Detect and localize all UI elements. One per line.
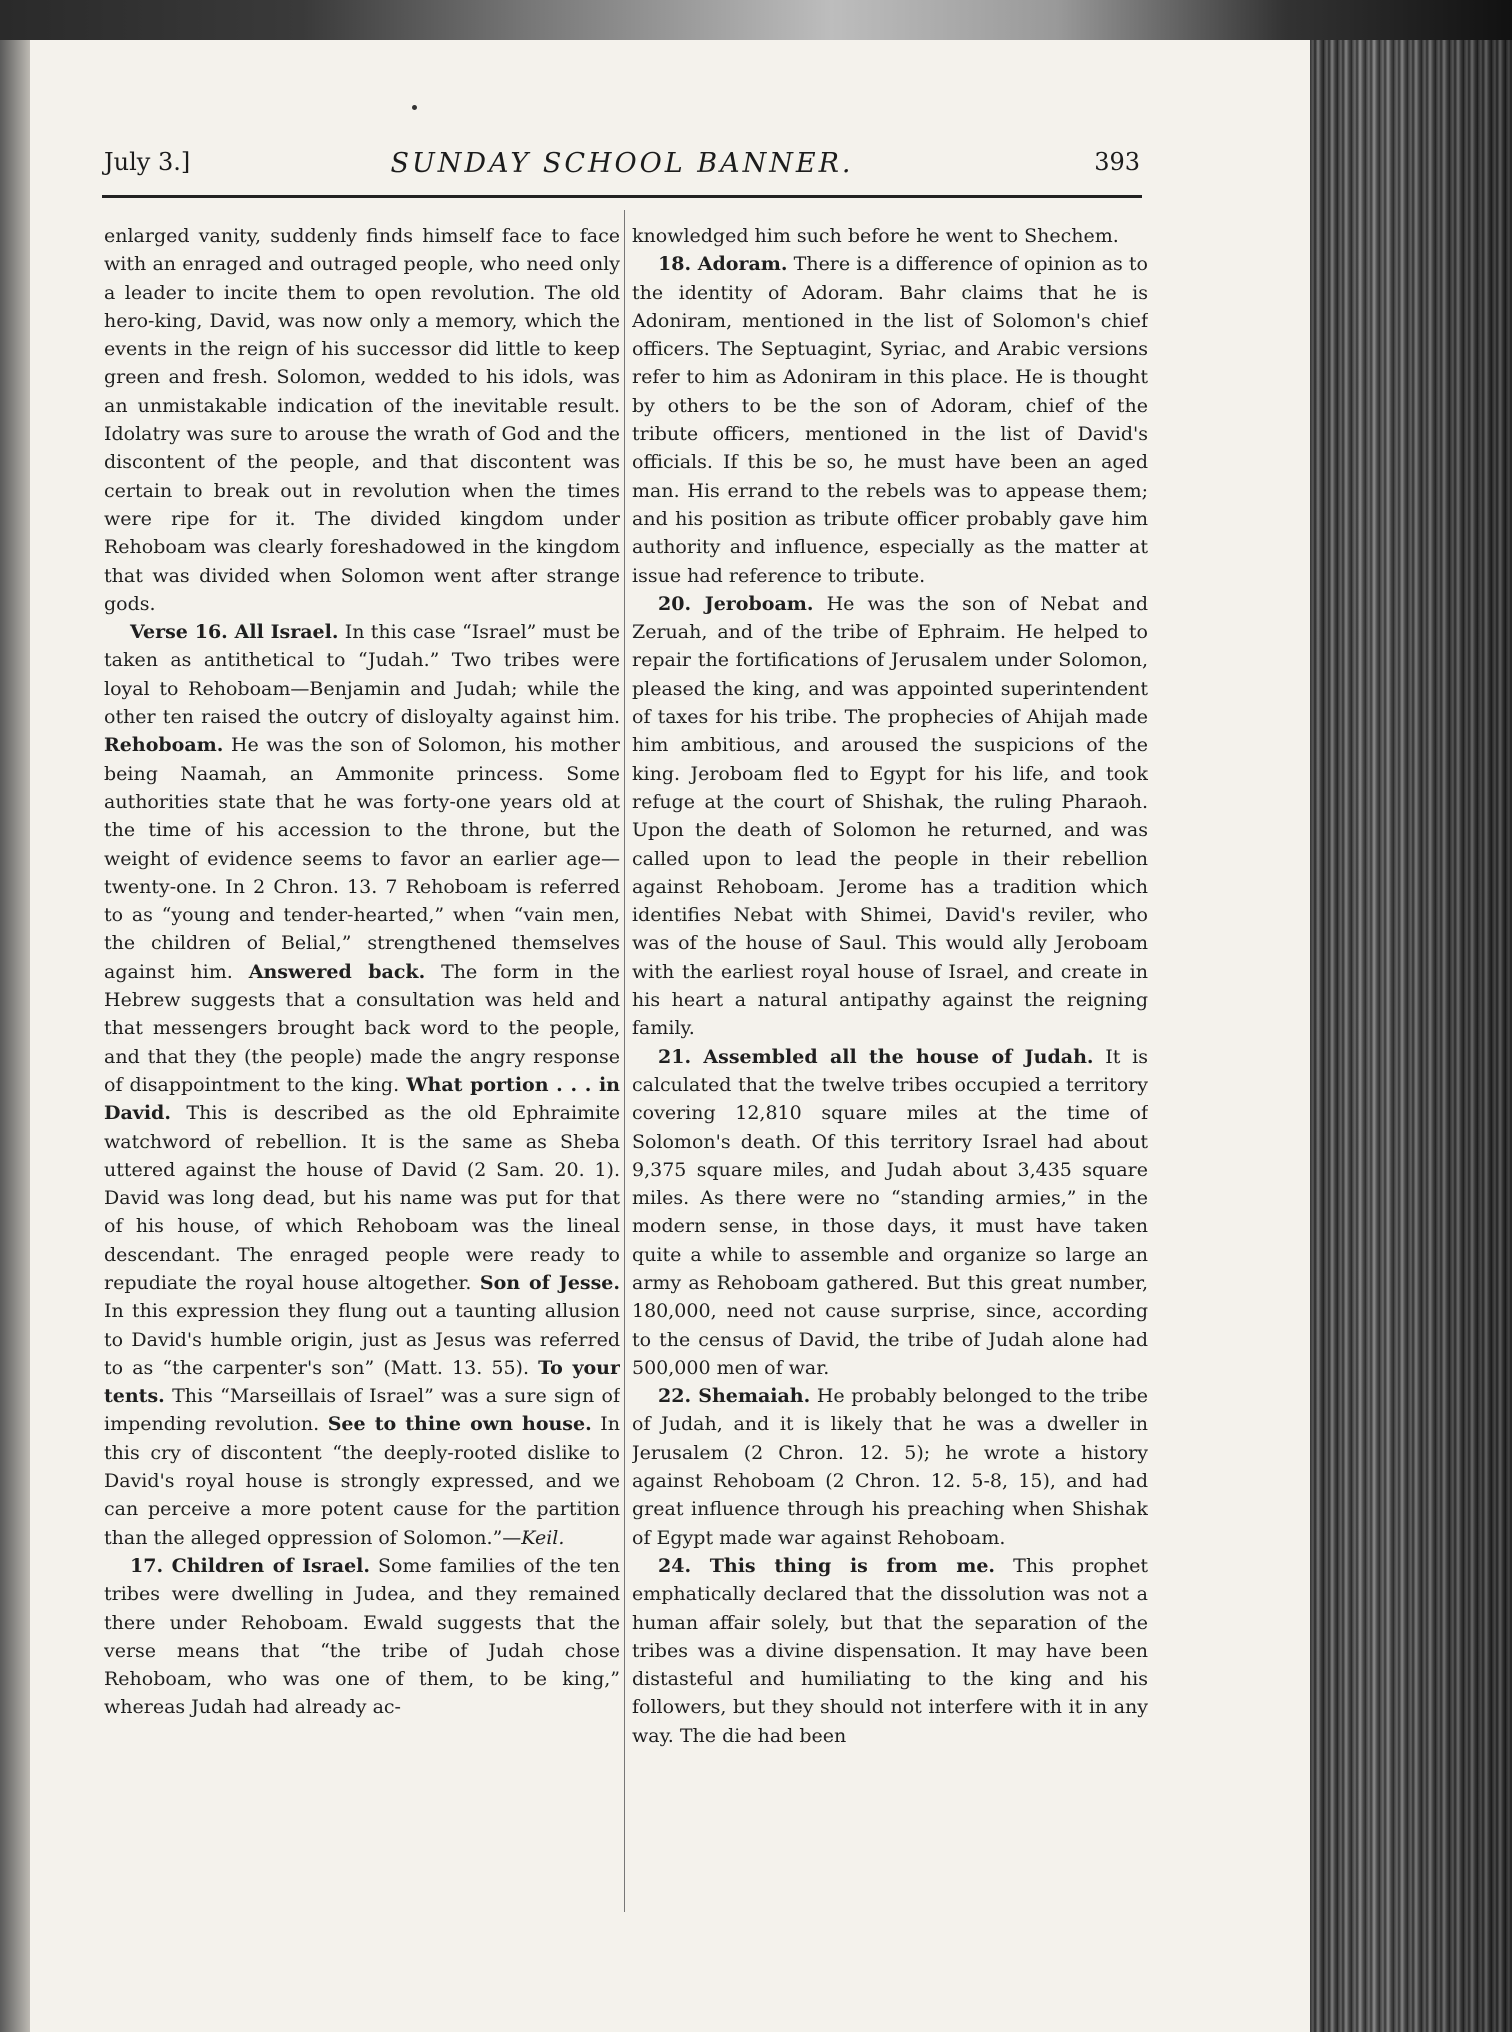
son-of-jesse-heading: Son of Jesse. [479,1271,620,1294]
verse-18-paragraph [632,250,1148,590]
header-date: July 3.] [104,148,191,176]
verse-18-text: There is a difference of opinion as to the identity of Adoram. Bahr claims that he is Adoniram, mentioned in the list of Solomon's chief officers. The Septuagint, Syriac, and Arabic versions refer to him as Adoniram in this place. He is thought by others to be the son of Adoram, chief of the tribute officers, mentioned in the list of David's officials. If this be so, he must have been an aged man. His errand to the rebels was to appease them; and his position as tribute officer probably gave him authority and influence, especially as the matter at issue had reference to tribute. [632,253,1148,587]
running-header [104,148,1140,192]
verse-18-heading: 18. Adoram. [658,253,788,276]
own-house-heading: See to thine own house. [327,1413,592,1436]
right-column [632,222,1148,1922]
rehoboam-heading: Rehoboam. [104,734,224,757]
verse-17-text: Some families of the ten tribes were dwelling in Judea, and they remained there under Rehoboam. Ewald suggests that the verse means that “the tribe of Judah chose Rehoboam, who was one of them, to be king,” whereas Judah had already ac- [104,1554,620,1719]
verse-22-heading: 22. Shemaiah. [658,1385,811,1408]
book-edge-shading [1310,40,1512,2032]
header-rule [102,195,1142,198]
verse-16-text-e: In this expression they flung out a taunting allusion to David's humble origin, just as Jesus was referred to as “the carpenter's son” (Matt. 13. 55). [104,1300,620,1379]
verse-16-text-c: The form in the Hebrew suggests that a consultation was held and that messengers brought back word to the people, and that they (the people) made the angry response of disappointment to the king. [104,960,620,1096]
verse-22-text: He probably belonged to the tribe of Judah, and it is likely that he was a dweller in Jerusalem (2 Chron. 12. 5); he wrote a history against Rehoboam (2 Chron. 12. 5-8, 15), and had great influence through his preaching when Shishak of Egypt made war against Rehoboam. [632,1385,1148,1549]
verse-16-paragraph [104,618,620,1552]
paragraph-continuation: enlarged vanity, suddenly finds himself face to face with an enraged and outraged people, who need only a leader to incite them to open revolution. The old hero-king, David, was now only a memory, which the events in the reign of his successor did little to keep green and fresh. Solomon, wedded to his idols, was an unmistakable indication of the inevitable result. Idolatry was sure to arouse the wrath of God and the discontent of the people, and that discontent was certain to break out in revolution when the times were ripe for it. The divided kingdom under Rehoboam was clearly foreshadowed in the kingdom that was divided when Solomon went after strange gods. [104,225,620,615]
verse-16-text-b: He was the son of Solomon, his mother being Naamah, an Ammonite princess. Some authorities state that he was forty-one years old at the time of his accession to the throne, but the weight of evidence seems to favor an earlier age—twenty-one. In 2 Chron. 13. 7 Rehoboam is referred to as “young and tender-hearted,” when “vain men, the children of Belial,” strengthened themselves against him. [104,734,620,983]
what-portion-heading: What portion . . . in David. [104,1073,620,1125]
verse-16-text-a: In this case “Israel” must be taken as antithetical to “Judah.” Two tribes were loyal to Rehoboam—Benjamin and Judah; while the other ten raised the outcry of disloyalty against him. [104,621,620,729]
verse-21-heading: 21. Assembled all the house of Judah. [658,1045,1094,1068]
column-divider [624,210,625,1912]
left-page-edge [0,40,30,2032]
verse-20-paragraph [632,590,1148,1043]
verse-16-text-g: In this cry of discontent “the deeply-rooted dislike to David's royal house is strongly expressed, and we can perceive a more potent cause for the partition than the alleged oppression of Solomon.”— [104,1413,620,1549]
verse-17-heading: 17. Children of Israel. [130,1554,371,1577]
verse-16-text-f: This “Marseillais of Israel” was a sure sign of impending revolution. [104,1385,620,1436]
verse-16-heading: Verse 16. All Israel. [130,621,339,644]
header-title: SUNDAY SCHOOL BANNER. [390,148,854,179]
to-your-tents-heading: To your tents. [104,1356,620,1408]
left-column [104,222,620,1922]
top-shadow [0,0,1512,40]
verse-24-text: This prophet emphatically declared that the dissolution was not a human affair solely, but that the separation of the tribes was a divine dispensation. It may have been distasteful and humiliating to the king and his followers, but they should not interfere with it in any way. The die had been [632,1554,1148,1747]
verse-17-paragraph [104,1552,620,1722]
verse-21-paragraph [632,1043,1148,1383]
keil-citation: Keil. [521,1526,565,1549]
ink-speck [412,105,417,110]
verse-24-heading: 24. This thing is from me. [658,1554,996,1577]
verse-20-text: He was the son of Nebat and Zeruah, and of the tribe of Ephraim. He helped to repair the fortifications of Jerusalem under Solomon, pleased the king, and was appointed superintendent of taxes for his tribe. The prophecies of Ahijah made him ambitious, and aroused the suspicions of the king. Jeroboam fled to Egypt for his life, and took refuge at the court of Shishak, the ruling Pharaoh. Upon the death of Solomon he returned, and was called upon to lead the people in their rebellion against Rehoboam. Jerome has a tradition which identifies Nebat with Shimei, David's reviler, who was of the house of Saul. This would ally Jeroboam with the earliest royal house of Israel, and create in his heart a natural antipathy against the reigning family. [632,592,1148,1040]
verse-21-text: It is calculated that the twelve tribes occupied a territory covering 12,810 square miles at the time of Solomon's death. Of this territory Israel had about 9,375 square miles, and Judah about 3,435 square miles. As there were no “standing armies,” in the modern sense, in those days, it must have taken quite a while to assemble and organize so large an army as Rehoboam gathered. But this great number, 180,000, need not cause surprise, since, according to the census of David, the tribe of Judah alone had 500,000 men of war. [632,1045,1148,1379]
verse-16-text-d: This is described as the old Ephraimite watchword of rebellion. It is the same as Sheba uttered against the house of David (2 Sam. 20. 1). David was long dead, but his name was put for that of his house, of which Rehoboam was the lineal descendant. The enraged people were ready to repudiate the royal house altogether. [104,1102,620,1294]
verse-22-paragraph [632,1382,1148,1552]
paragraph-continuation: knowledged him such before he went to Shechem. [632,225,1119,247]
page-number: 393 [1094,148,1140,176]
answered-back-heading: Answered back. [248,960,426,983]
verse-20-heading: 20. Jeroboam. [658,592,814,615]
verse-24-paragraph [632,1552,1148,1750]
